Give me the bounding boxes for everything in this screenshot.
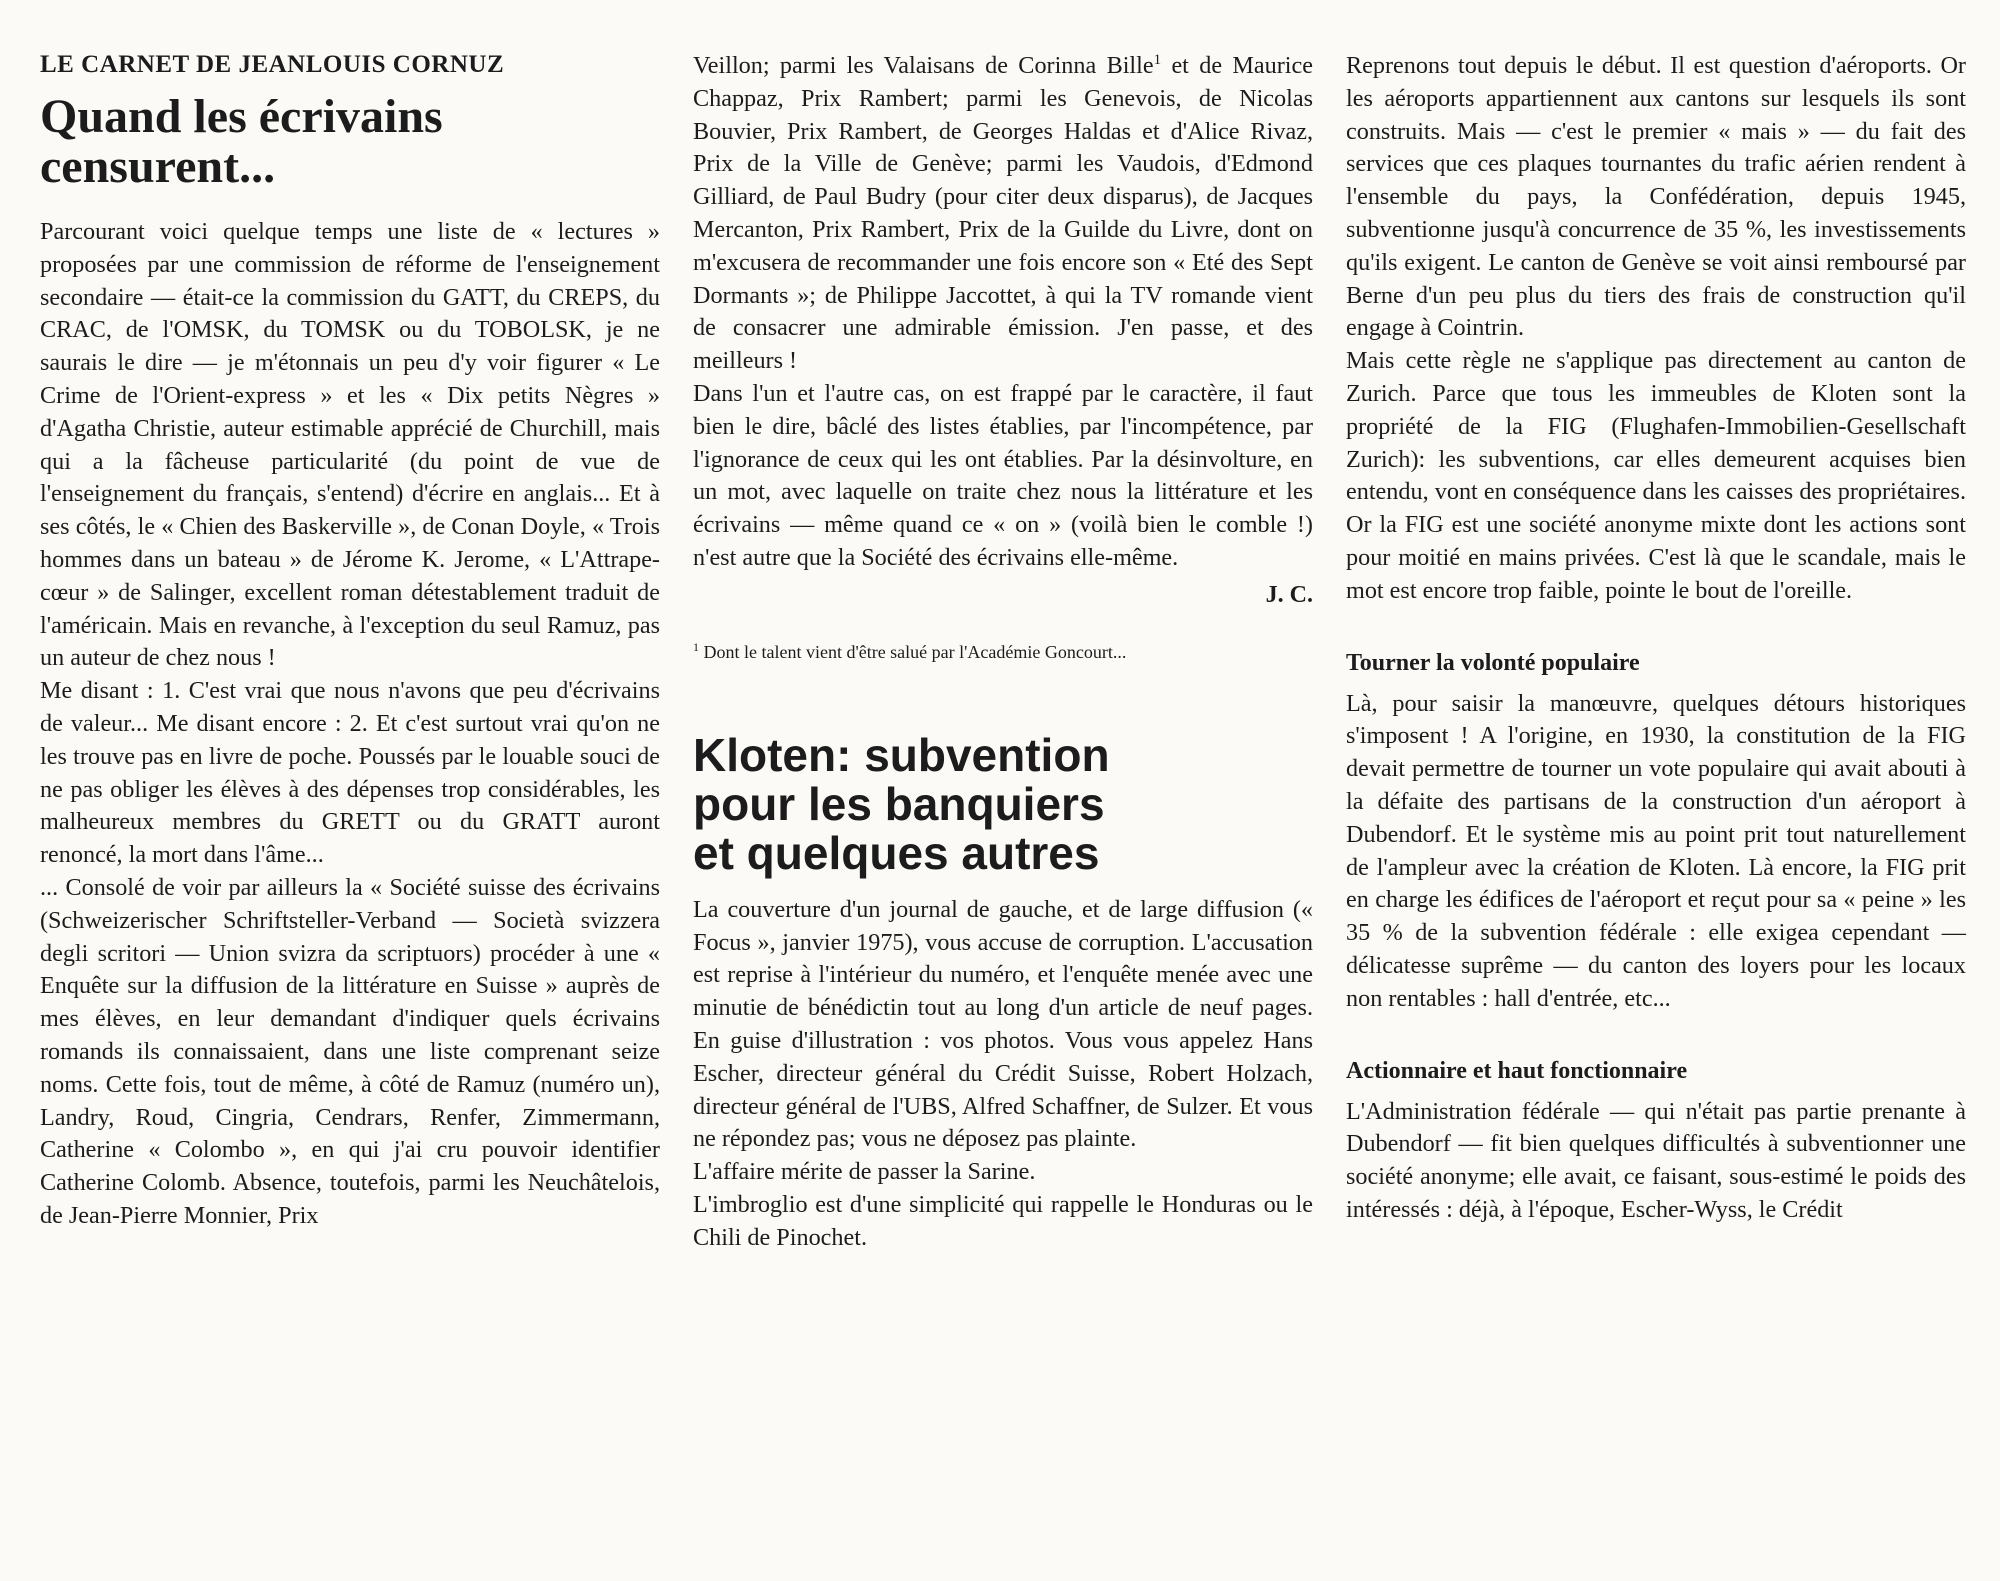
section-heading: Actionnaire et haut fonctionnaire xyxy=(1346,1057,1688,1084)
paragraph xyxy=(693,50,1313,378)
text-run: et de Maurice Chappaz, Prix Rambert; parmi les Genevois, de Nicolas Bouvier, Prix Rambert, de Georges Haldas et d'Alice Rivaz, Prix de la Ville de Genève; parmi les Vaudois, d'Edmond Gilliard, de Paul Budry (pour citer deux disparus), de Jacques Mercanton, Prix Rambert, Prix de la Guilde du Livre, dont on m'excusera de recommander une fois encore son « Eté des Sept Dormants »; de Philippe Jaccottet, à qui la TV romande vient de consacrer une admirable émission. J'en passe, et des meilleurs ! xyxy=(693,52,1313,375)
paragraph: L'Administration fédérale — qui n'était pas partie prenante à Dubendorf — fit bien quelques difficultés à subventionner une société anonyme; elle avait, ce faisant, sous-estimé le poids des intéressés : déjà, à l'époque, Escher-Wyss, le Crédit xyxy=(1346,1097,1966,1223)
paragraph: Reprenons tout depuis le début. Il est question d'aéroports. Or les aéroports appartiennent aux cantons sur lesquels ils sont construits. Mais — c'est le premier « mais » — du fait des services que ces plaques tournantes du trafic aérien rendent à l'ensemble du pays, la Confédération, depuis 1945, subventionne jusqu'à concurrence de 35 %, les investissements qu'ils exigent. Le canton de Genève se voit ainsi remboursé par Berne d'un peu plus du tiers des frais de construction qu'il engage à Cointrin. xyxy=(1346,52,1966,342)
paragraph: Là, pour saisir la manœuvre, quelques détours historiques s'imposent ! A l'origine, en 1930, la constitution de la FIG devait permettre de tourner un vote populaire qui avait abouti à la défaite des partisans de la construction d'un aéroport à Dubendorf. Et le système mis au point prit tout naturellement de l'ampleur avec la création de Kloten. Là encore, la FIG prit en charge les édifices de l'aéroport et reçut pour sa « peine » les 35 % de la subvention fédérale : elle exigea cependant — délicatesse suprême — du canton des loyers pour les locaux non rentables : hall d'entrée, etc... xyxy=(1346,689,1966,1012)
author-signature: J. C. xyxy=(1265,581,1313,608)
headline-line: pour les banquiers xyxy=(693,777,1105,830)
paragraph: La couverture d'un journal de gauche, et de large diffusion (« Focus », janvier 1975), vous accuse de corruption. L'accusation est reprise à l'intérieur du numéro, et l'enquête menée avec une minutie de bénédictin tout au long d'un article de neuf pages. En guise d'illustration : vos photos. Vous vous appelez Hans Escher, directeur général du Crédit Suisse, Robert Holzach, directeur général de l'UBS, Alfred Schaffner, de Sulzer. Et vous ne répondez pas; vous ne déposez pas plainte. xyxy=(693,895,1313,1153)
headline-line: Quand les écrivains xyxy=(40,90,443,143)
article-2-headline xyxy=(693,728,1313,879)
article-1-headline xyxy=(40,92,660,192)
headline-line: censurent... xyxy=(40,140,276,193)
paragraph: Me disant : 1. C'est vrai que nous n'avons que peu d'écrivains de valeur... Me disant encore : 2. Et c'est surtout vrai qu'on ne les trouve pas en livre de poche. Poussés par le louable souci de ne pas obliger les élèves à des dépenses trop considérables, les malheureux membres du GRETT ou du GRATT auront renoncé, la mort dans l'âme... xyxy=(40,677,660,869)
paragraph: Dans l'un et l'autre cas, on est frappé par le caractère, il faut bien le dire, bâclé des listes établies, par l'incompétence, par l'ignorance de ceux qui les ont établies. Par la désinvolture, en un mot, avec laquelle on traite chez nous la littérature et les écrivains — même quand ce « on » (voilà bien le comble !) n'est autre que la Société des écrivains elle-même. xyxy=(693,379,1313,571)
paragraph: Parcourant voici quelque temps une liste de « lectures » proposées par une commission de réforme de l'enseignement secondaire — était-ce la commission du GATT, du CREPS, du CRAC, de l'OMSK, du TOMSK ou du TOBOLSK, je ne saurais le dire — je m'étonnais un peu d'y voir figurer « Le Crime de l'Orient-express » et les « Dix petits Nègres » d'Agatha Christie, auteur estimable apprécié de Churchill, mais qui a la fâcheuse particularité (du point de vue de l'enseignement du français, s'entend) d'écrire en anglais... Et à ses côtés, le « Chien des Baskerville », de Conan Doyle, « Trois hommes dans un bateau » de Jérome K. Jerome, « L'Attrape-cœur » de Salinger, excellent roman détestablement traduit de l'américain. Mais en revanche, à l'exception du seul Ramuz, pas un auteur de chez nous ! xyxy=(40,218,660,672)
paragraph: L'affaire mérite de passer la Sarine. xyxy=(693,1158,1036,1186)
column-2 xyxy=(693,50,1313,1255)
footnote-text: Dont le talent vient d'être salué par l'Académie Goncourt... xyxy=(703,641,1127,662)
text-run: Veillon; parmi les Valaisans de Corinna Bille xyxy=(693,52,1154,79)
paragraph: ... Consolé de voir par ailleurs la « Société suisse des écrivains (Schweizerischer Schriftsteller-Verband — Società svizzera degli scritori — Union svizra da scriptuors) procéder à une « Enquête sur la diffusion de la littérature en Suisse » auprès de mes élèves, en leur demandant d'indiquer quels écrivains romands ils connaissaient, dans une liste comprenant seize noms. Cette fois, tout de même, à côté de Ramuz (numéro un), Landry, Roud, Cingria, Cendrars, Renfer, Zimmermann, Catherine « Colombo », en qui j'ai cru pouvoir identifier Catherine Colomb. Absence, toutefois, parmi les Neuchâtelois, de Jean-Pierre Monnier, Prix xyxy=(40,873,660,1229)
paragraph: L'imbroglio est d'une simplicité qui rappelle le Honduras ou le Chili de Pinochet. xyxy=(693,1190,1313,1251)
paragraph: Mais cette règle ne s'applique pas directement au canton de Zurich. Parce que tous les immeubles de Kloten sont la propriété de la FIG (Flughafen-Immobilien-Gesellschaft Zurich): les subventions, car elles demeurent acquises bien entendu, vont en conséquence dans les caisses des propriétaires. Or la FIG est une société anonyme mixte dont les actions sont pour moitié en mains privées. C'est là que le scandale, mais le mot est encore trop faible, pointe le bout de l'oreille. xyxy=(1346,347,1966,604)
headline-line: Kloten: subvention xyxy=(693,728,1110,781)
headline-line: et quelques autres xyxy=(693,826,1100,879)
section-heading: Tourner la volonté populaire xyxy=(1346,649,1640,676)
column-1 xyxy=(40,50,660,1233)
column-3 xyxy=(1346,50,1966,1227)
rubric-title: LE CARNET DE JEANLOUIS CORNUZ xyxy=(40,51,505,78)
footnote-number: 1 xyxy=(693,639,699,654)
footnote xyxy=(693,641,1313,663)
footnote-marker: 1 xyxy=(1153,51,1162,68)
